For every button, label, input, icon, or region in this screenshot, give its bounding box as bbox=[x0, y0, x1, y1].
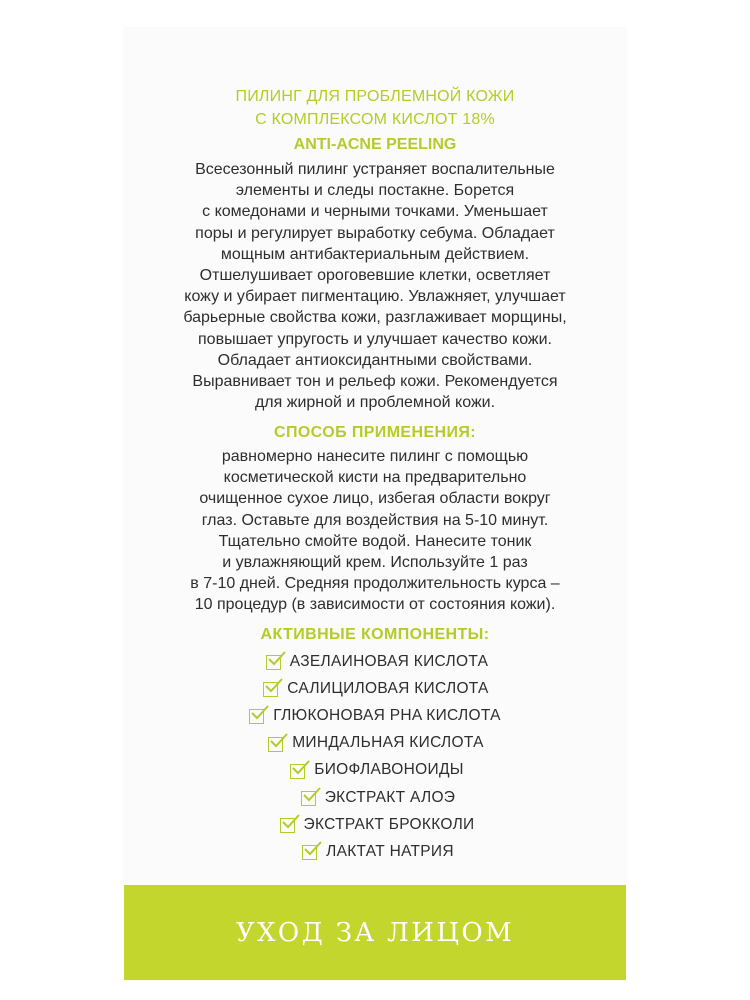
usage-line: косметической кисти на предварительно bbox=[223, 469, 527, 487]
list-item bbox=[124, 757, 626, 784]
usage-line: в 7-10 дней. Средняя продолжительность курса – bbox=[190, 575, 560, 593]
checkbox-checked-icon bbox=[301, 791, 316, 806]
usage-line: и увлажняющий крем. Используйте 1 раз bbox=[222, 554, 528, 572]
usage-line: равномерно нанесите пилинг с помощью bbox=[221, 448, 529, 465]
usage-line: 10 процедур (в зависимости от состояния кожи). bbox=[194, 596, 556, 614]
list-item bbox=[124, 730, 626, 757]
ingredient-label: САЛИЦИЛОВАЯ КИСЛОТА bbox=[287, 679, 489, 697]
description-line: элементы и следы постакне. Борется bbox=[235, 182, 515, 200]
checkbox-checked-icon bbox=[249, 709, 264, 724]
usage-paragraph bbox=[124, 446, 626, 616]
product-title-line-1: ПИЛИНГ ДЛЯ ПРОБЛЕМНОЙ КОЖИ bbox=[235, 88, 515, 105]
description-line: с комедонами и черными точками. Уменьшает bbox=[202, 203, 548, 221]
ingredient-label: ЭКСТРАКТ АЛОЭ bbox=[324, 788, 456, 806]
list-item bbox=[124, 838, 626, 865]
footer-band bbox=[124, 885, 626, 980]
description-line: барьерные свойства кожи, разглаживает морщины, bbox=[183, 309, 567, 327]
list-item bbox=[124, 702, 626, 729]
ingredient-label: МИНДАЛЬНАЯ КИСЛОТА bbox=[292, 734, 484, 752]
checkbox-checked-icon bbox=[268, 737, 283, 752]
description-line: Обладает антиоксидантными свойствами. bbox=[217, 351, 533, 369]
footer-label: УХОД ЗА ЛИЦОМ bbox=[235, 917, 515, 948]
description-line: Отшелушивает ороговевшие клетки, осветляет bbox=[199, 267, 551, 285]
description-line: кожу и убирает пигментацию. Увлажняет, улучшает bbox=[184, 288, 566, 306]
ingredient-label: ЛАКТАТ НАТРИЯ bbox=[326, 842, 454, 860]
checkbox-checked-icon bbox=[290, 764, 305, 779]
ingredient-label: ГЛЮКОНОВАЯ PHA КИСЛОТА bbox=[273, 706, 501, 724]
description-line: повышает упругость и улучшает качество кожи. bbox=[198, 330, 552, 348]
active-components-title: АКТИВНЫЕ КОМПОНЕНТЫ: bbox=[260, 626, 490, 643]
description-line: Всесезонный пилинг устраняет воспалительные bbox=[195, 161, 555, 178]
list-item bbox=[124, 675, 626, 702]
checkbox-checked-icon bbox=[263, 682, 278, 697]
active-components-list bbox=[124, 648, 626, 866]
checkbox-checked-icon bbox=[302, 845, 317, 860]
description-line: поры и регулирует выработку себума. Обладает bbox=[195, 224, 555, 242]
usage-line: глаз. Оставьте для воздействия на 5-10 минут. bbox=[201, 511, 549, 529]
usage-title: СПОСОБ ПРИМЕНЕНИЯ: bbox=[273, 424, 477, 441]
description-line: для жирной и проблемной кожи. bbox=[254, 394, 496, 412]
list-item bbox=[124, 784, 626, 811]
product-label-panel bbox=[124, 28, 626, 980]
description-line: Выравнивает тон и рельеф кожи. Рекомендуется bbox=[192, 373, 558, 391]
description-line: мощным антибактериальным действием. bbox=[220, 245, 530, 263]
ingredient-label: ЭКСТРАКТ БРОККОЛИ bbox=[303, 815, 475, 833]
checkbox-checked-icon bbox=[266, 655, 281, 670]
usage-line: очищенное сухое лицо, избегая области вокруг bbox=[199, 490, 551, 508]
product-title bbox=[124, 85, 626, 131]
usage-line: Тщательно смойте водой. Нанесите тоник bbox=[218, 532, 532, 550]
product-title-line-2: С КОМПЛЕКСОМ КИСЛОТ 18% bbox=[255, 111, 495, 128]
description-paragraph bbox=[124, 159, 626, 413]
list-item bbox=[124, 648, 626, 675]
ingredient-label: БИОФЛАВОНОИДЫ bbox=[314, 761, 464, 779]
product-subtitle: ANTI-ACNE PEELING bbox=[293, 136, 457, 153]
list-item bbox=[124, 811, 626, 838]
ingredient-label: АЗЕЛАИНОВАЯ КИСЛОТА bbox=[289, 652, 489, 670]
checkbox-checked-icon bbox=[280, 818, 295, 833]
